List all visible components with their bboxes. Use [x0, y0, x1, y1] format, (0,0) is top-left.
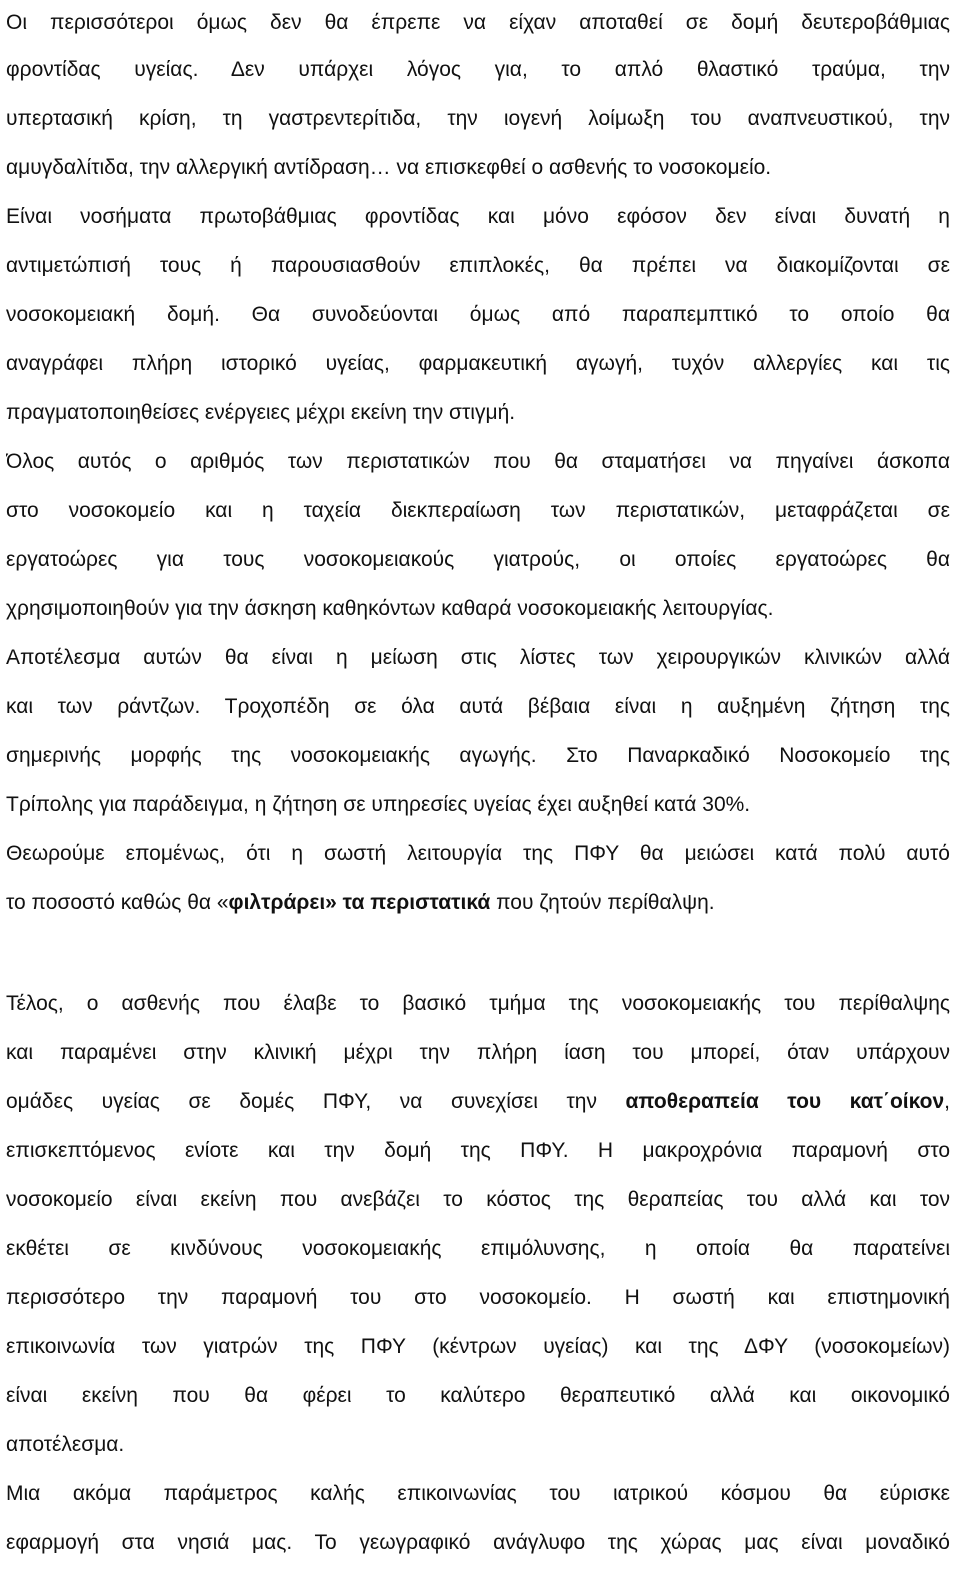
paragraph — [6, 0, 950, 927]
text-line — [6, 780, 950, 829]
text-run: Μια ακόμα παράμετρος καλής επικοινωνίας του ιατρικού κόσμου θα εύρισκε — [6, 1482, 950, 1505]
text-line — [6, 1273, 950, 1322]
document-page — [6, 0, 950, 1567]
text-line — [6, 1371, 950, 1420]
text-run: που ζητούν περίθαλψη. — [490, 891, 715, 914]
paragraph-gap — [6, 927, 950, 979]
text-run: αμυγδαλίτιδα, την αλλεργική αντίδραση… να επισκεφθεί ο ασθενής το νοσοκομείο. — [6, 156, 772, 179]
text-line — [6, 1469, 950, 1518]
text-run: ομάδες υγείας σε δομές ΠΦΥ, να συνεχίσει την — [6, 1090, 626, 1113]
text-run: εφαρμογή στα νησιά μας. Το γεωγραφικό ανάγλυφο της χώρας μας είναι μοναδικό — [6, 1531, 950, 1554]
text-run: αναγράφει πλήρη ιστορικό υγείας, φαρμακευτική αγωγή, τυχόν αλλεργίες και τις — [6, 352, 950, 375]
text-line — [6, 94, 950, 143]
text-run: πραγματοποιηθείσες ενέργειες μέχρι εκείνη την στιγμή. — [6, 401, 516, 424]
text-run: νοσοκομειακή δομή. Θα συνοδεύονται όμως από παραπεμπτικό το οποίο θα — [6, 303, 950, 326]
text-run: Τέλος, ο ασθενής που έλαβε το βασικό τμήμα της νοσοκομειακής του περίθαλψης — [6, 992, 950, 1015]
text-line — [6, 241, 950, 290]
text-run: αντιμετώπισή τους ή παρουσιασθούν επιπλοκές, θα πρέπει να διακομίζονται σε — [6, 254, 950, 277]
text-run: και των ράντζων. Τροχοπέδη σε όλα αυτά βέβαια είναι η αυξημένη ζήτηση της — [6, 695, 950, 718]
text-line — [6, 535, 950, 584]
text-line — [6, 339, 950, 388]
text-line — [6, 388, 950, 437]
text-run: υπερτασική κρίση, τη γαστρεντερίτιδα, την ιογενή λοίμωξη του αναπνευστικού, την — [6, 107, 950, 130]
text-line — [6, 1126, 950, 1175]
paragraph — [6, 979, 950, 1567]
text-line — [6, 192, 950, 241]
text-run: είναι εκείνη που θα φέρει το καλύτερο θεραπευτικό αλλά και οικονομικό — [6, 1384, 950, 1407]
text-run: χρησιμοποιηθούν για την άσκηση καθηκόντων καθαρά νοσοκομειακής λειτουργίας. — [6, 597, 774, 620]
text-line — [6, 584, 950, 633]
text-line — [6, 486, 950, 535]
text-line — [6, 878, 950, 927]
bold-text: φιλτράρει» τα περιστατικά — [228, 891, 491, 914]
text-run: φροντίδας υγείας. Δεν υπάρχει λόγος για, το απλό θλαστικό τραύμα, την — [6, 58, 950, 81]
text-run: σημερινής μορφής της νοσοκομειακής αγωγής. Στο Παναρκαδικό Νοσοκομείο της — [6, 744, 950, 767]
text-run: και παραμένει στην κλινική μέχρι την πλήρη ίαση του μπορεί, όταν υπάρχουν — [6, 1041, 950, 1064]
text-run: επικοινωνία των γιατρών της ΠΦΥ (κέντρων υγείας) και της ΔΦΥ (νοσοκομείων) — [6, 1335, 950, 1358]
text-line — [6, 1518, 950, 1567]
text-run: Όλος αυτός ο αριθμός των περιστατικών που θα σταματήσει να πηγαίνει άσκοπα — [6, 450, 950, 473]
text-line — [6, 290, 950, 339]
text-run: , — [944, 1090, 950, 1113]
text-line — [6, 45, 950, 94]
text-line — [6, 829, 950, 878]
text-line — [6, 1322, 950, 1371]
text-run: Θεωρούμε επομένως, ότι η σωστή λειτουργία της ΠΦΥ θα μειώσει κατά πολύ αυτό — [6, 842, 950, 865]
text-line — [6, 979, 950, 1028]
text-run: το ποσοστό καθώς θα « — [6, 891, 229, 914]
bold-text: αποθεραπεία του κατ΄οίκον — [625, 1090, 945, 1113]
text-line — [6, 437, 950, 486]
text-line — [6, 1077, 950, 1126]
text-run: εκθέτει σε κινδύνους νοσοκομειακής επιμόλυνσης, η οποία θα παρατείνει — [6, 1237, 950, 1260]
text-run: Αποτέλεσμα αυτών θα είναι η μείωση στις λίστες των χειρουργικών κλινικών αλλά — [6, 646, 950, 669]
text-line — [6, 1175, 950, 1224]
text-run: νοσοκομείο είναι εκείνη που ανεβάζει το κόστος της θεραπείας του αλλά και τον — [6, 1188, 950, 1211]
text-run: Είναι νοσήματα πρωτοβάθμιας φροντίδας και μόνο εφόσον δεν είναι δυνατή η — [6, 205, 950, 228]
text-line — [6, 731, 950, 780]
text-run: εργατοώρες για τους νοσοκομειακούς γιατρούς, οι οποίες εργατοώρες θα — [6, 548, 950, 571]
text-line — [6, 633, 950, 682]
text-run: αποτέλεσμα. — [6, 1433, 125, 1456]
text-line — [6, 1224, 950, 1273]
text-line — [6, 143, 950, 192]
text-run: στο νοσοκομείο και η ταχεία διεκπεραίωση των περιστατικών, μεταφράζεται σε — [6, 499, 950, 522]
text-run: Τρίπολης για παράδειγμα, η ζήτηση σε υπηρεσίες υγείας έχει αυξηθεί κατά 30%. — [6, 793, 751, 816]
text-line — [6, 1028, 950, 1077]
text-line — [6, 682, 950, 731]
text-run: περισσότερο την παραμονή του στο νοσοκομείο. Η σωστή και επιστημονική — [6, 1286, 950, 1309]
text-run: Οι περισσότεροι όμως δεν θα έπρεπε να είχαν αποταθεί σε δομή δευτεροβάθμιας — [6, 11, 950, 34]
text-line — [6, 1420, 950, 1469]
text-run: επισκεπτόμενος ενίοτε και την δομή της ΠΦΥ. Η μακροχρόνια παραμονή στο — [6, 1139, 950, 1162]
text-line — [6, 0, 950, 45]
